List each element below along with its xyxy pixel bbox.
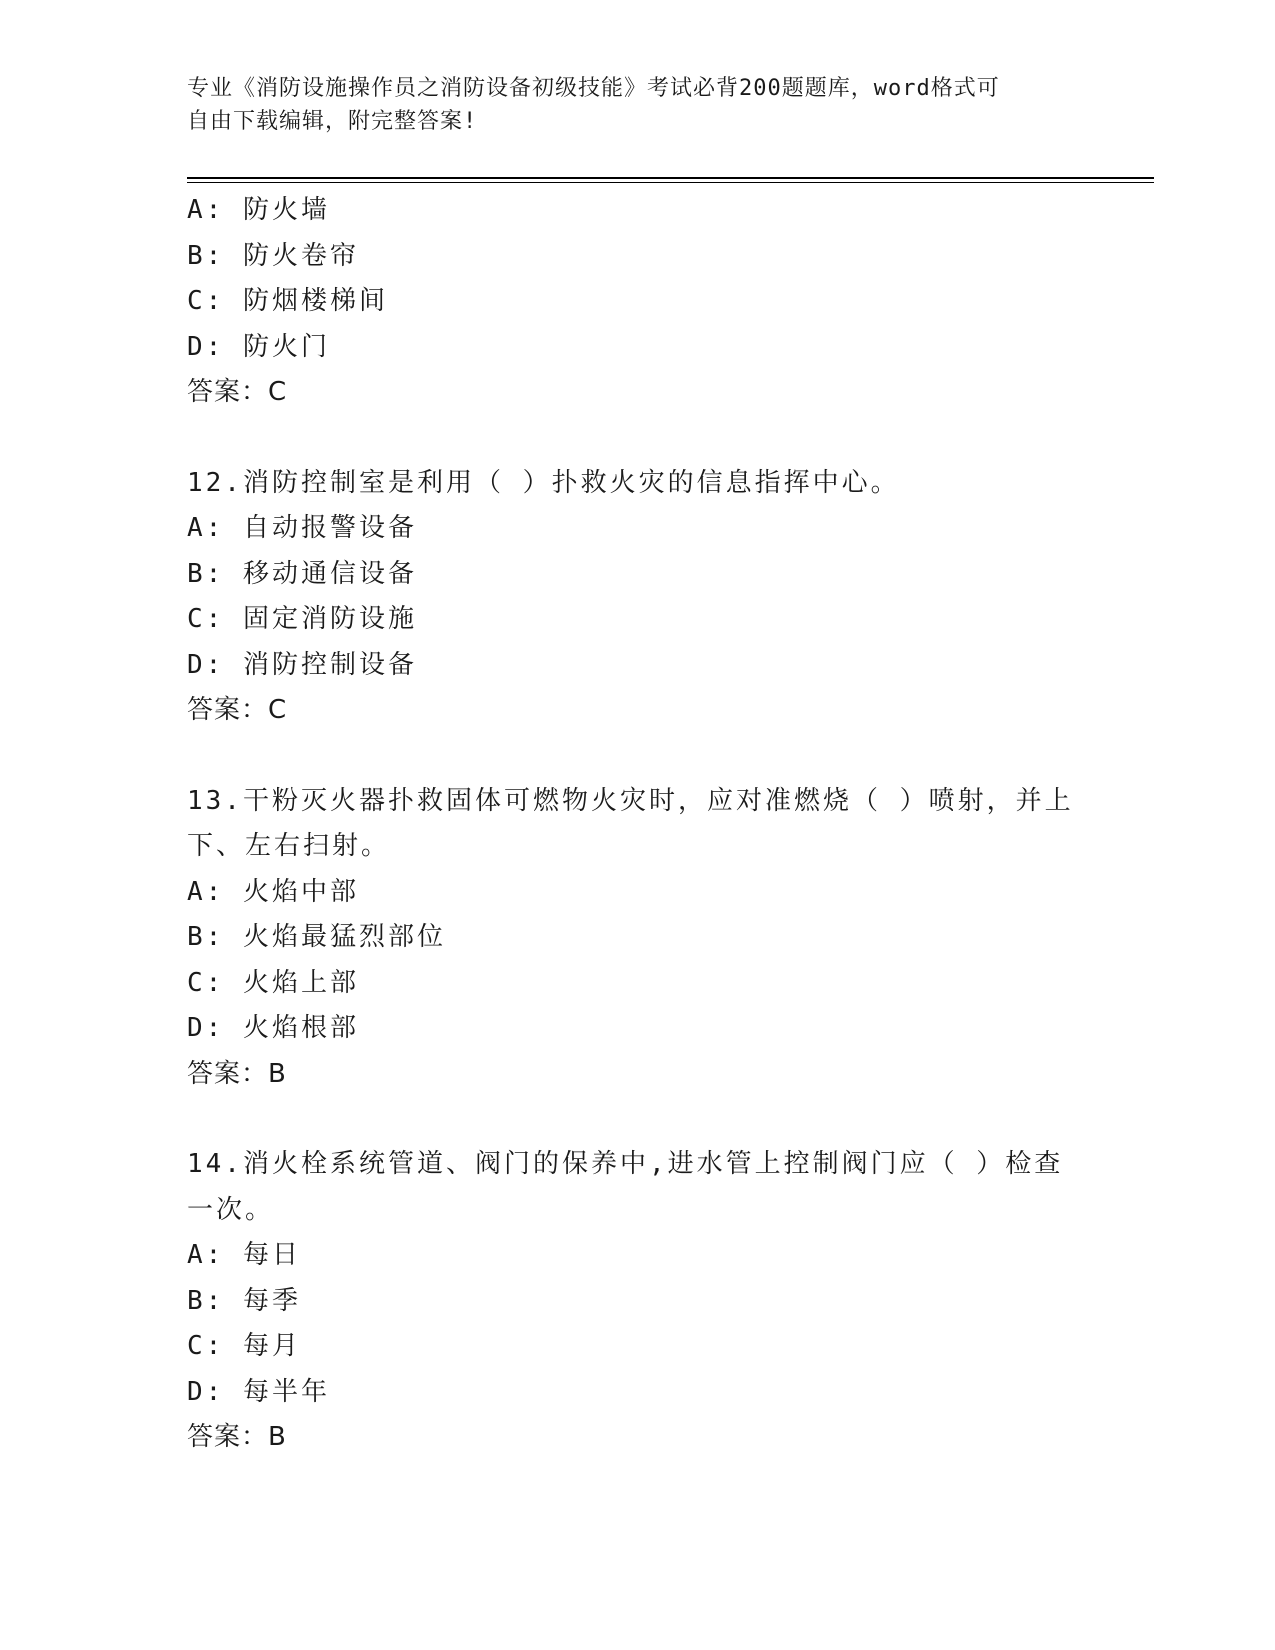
question-14 — [187, 1142, 1087, 1461]
option-a: A: 防火墙 — [187, 195, 330, 225]
answer: 答案：C — [187, 695, 288, 725]
question-12 — [187, 461, 1087, 734]
option-d: D: 火焰根部 — [187, 1013, 359, 1043]
option-a: A: 自动报警设备 — [187, 513, 417, 543]
answer: 答案：C — [187, 377, 288, 407]
option-d: D: 消防控制设备 — [187, 649, 417, 680]
option-d: D: 每半年 — [187, 1376, 330, 1407]
option-c: C: 防烟楼梯间 — [187, 286, 388, 316]
option-b: B: 移动通信设备 — [187, 558, 417, 589]
question-stem: 14.消火栓系统管道、阀门的保养中,进水管上控制阀门应（ ）检查 — [187, 1149, 1064, 1179]
header-rule-thick — [187, 177, 1154, 179]
spacer — [187, 734, 1087, 779]
question-stem: 13.干粉灭火器扑救固体可燃物火灾时，应对准燃烧（ ）喷射，并上 — [187, 785, 1074, 816]
option-c: C: 火焰上部 — [187, 967, 359, 998]
header-line-2: 自由下载编辑，附完整答案! — [187, 109, 478, 134]
spacer — [187, 1097, 1087, 1142]
answer: 答案：B — [187, 1422, 287, 1452]
option-b: B: 防火卷帘 — [187, 240, 359, 271]
option-b: B: 每季 — [187, 1285, 301, 1316]
option-c: C: 固定消防设施 — [187, 604, 417, 634]
spacer — [187, 416, 1087, 461]
option-d: D: 防火门 — [187, 331, 330, 362]
document-header — [187, 72, 1067, 138]
question-11-tail — [187, 188, 1087, 416]
answer: 答案：B — [187, 1058, 287, 1089]
question-stem-continued: 下、左右扫射。 — [187, 831, 391, 861]
question-13 — [187, 779, 1087, 1098]
question-stem: 12.消防控制室是利用（ ）扑救火灾的信息指挥中心。 — [187, 467, 900, 498]
header-line-1: 专业《消防设施操作员之消防设备初级技能》考试必背200题题库，word格式可 — [187, 76, 1000, 101]
question-stem-continued: 一次。 — [187, 1194, 275, 1225]
header-rule-thin — [187, 182, 1154, 183]
option-c: C: 每月 — [187, 1331, 301, 1361]
question-list — [187, 188, 1087, 1461]
option-b: B: 火焰最猛烈部位 — [187, 922, 446, 952]
option-a: A: 每日 — [187, 1240, 301, 1270]
option-a: A: 火焰中部 — [187, 876, 359, 907]
